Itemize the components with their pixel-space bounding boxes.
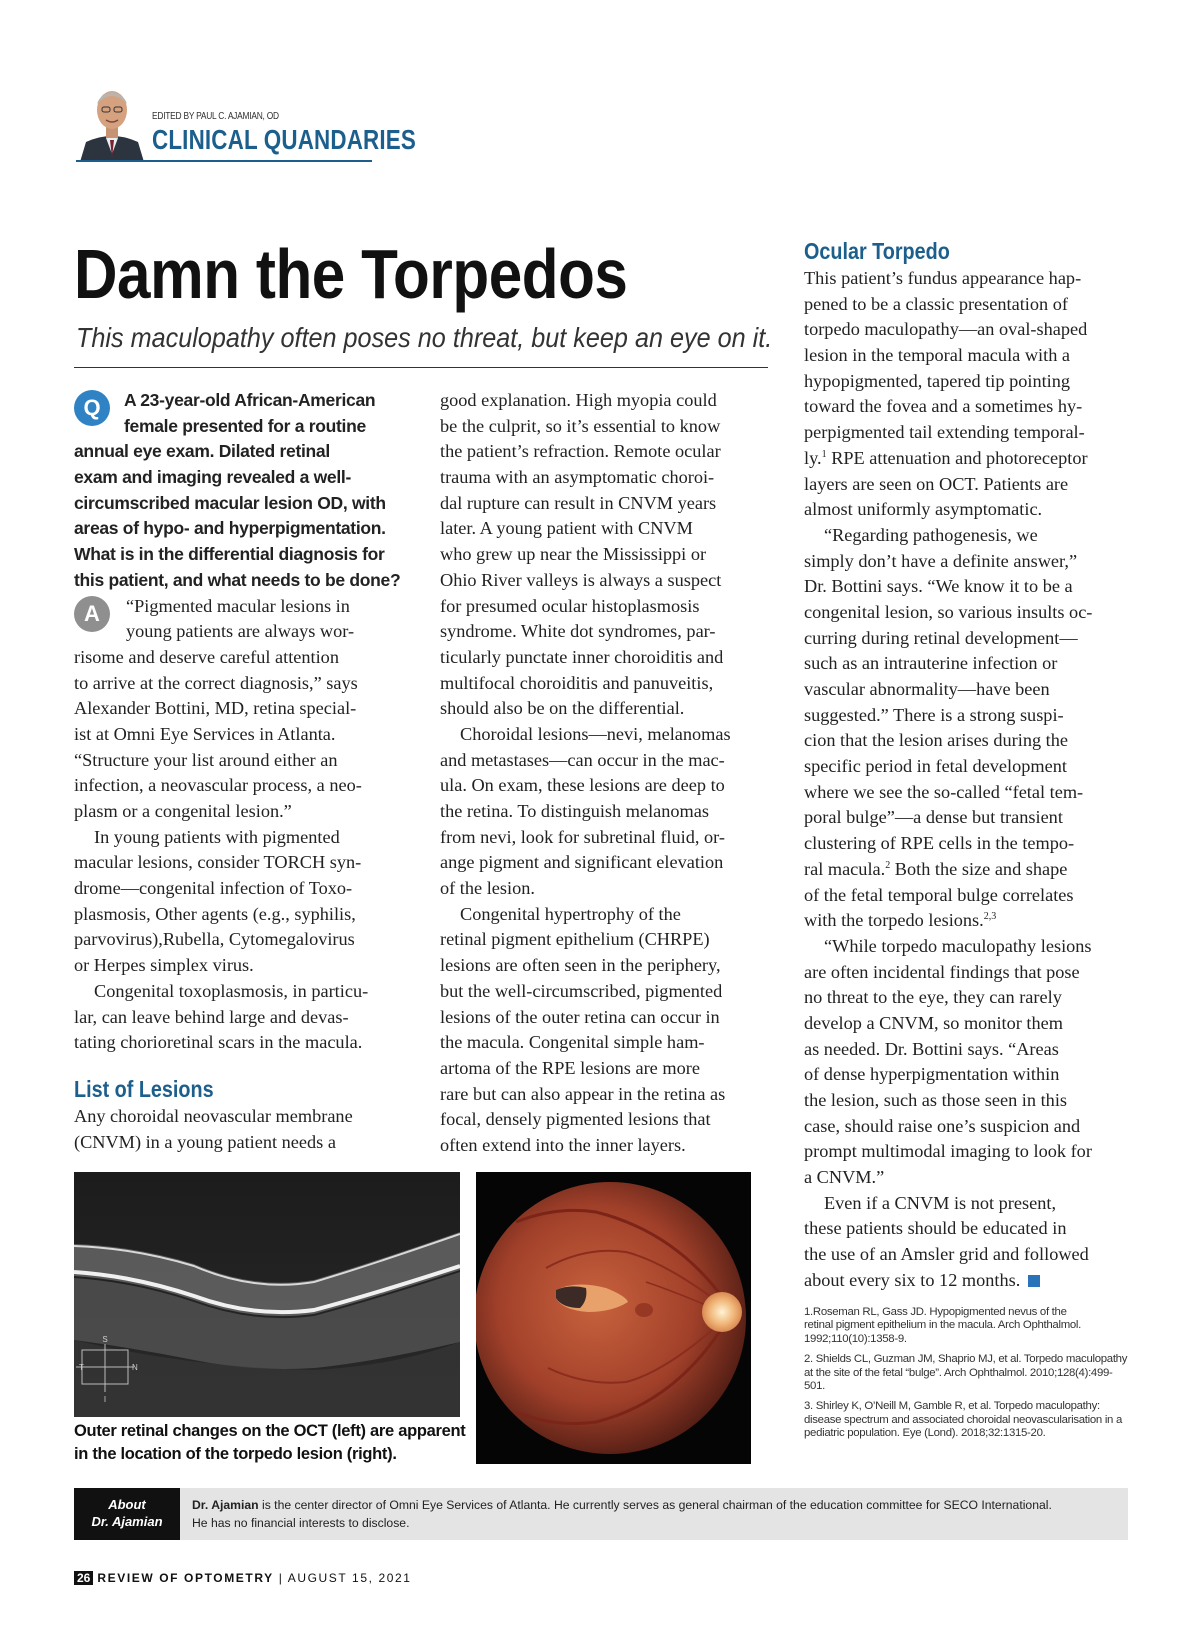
amsler-paragraph: Even if a CNVM is not present, these patients should be educated in the use of an Amsler grid and followed about every six to 12 months. [804, 1192, 1089, 1290]
answer-paragraph: “Pigmented macular lesions in young patients are always wor- risome and deserve careful attention to arrive at the correct diagnosis,” says Alexander Bottini, MD, retina special- ist at Omni Eye Services in Atlanta. “Structure your list around either an infection, a neovascular process, a neo- plasm or a congenital lesion.” [74, 595, 362, 821]
about-label: About Dr. Ajamian [74, 1488, 180, 1540]
page-footer: 26 REVIEW OF OPTOMETRY | AUGUST 15, 2021 [74, 1571, 412, 1585]
header-divider [76, 160, 372, 162]
page-number: 26 [74, 1571, 93, 1585]
references-list [804, 1306, 1134, 1448]
oct-label-nasal: N [132, 1363, 138, 1372]
reference-item: 1.Roseman RL, Gass JD. Hypopigmented nevus of the retinal pigment epithelium in the macula. Arch Ophthalmol. 1992;110(10):1358-9. [804, 1306, 1082, 1345]
column-1 [74, 388, 404, 1155]
figure-caption: Outer retinal changes on the OCT (left) are apparent in the location of the torpedo lesion (right). [74, 1422, 466, 1463]
question-badge: Q [74, 390, 110, 426]
column-header [76, 80, 416, 162]
question-text: A 23-year-old African-American female presented for a routine annual eye exam. Dilated retinal exam and imaging revealed a well- circumscribed macular lesion OD, with areas of hypo- and hyperpigmentation. What is in the differential diagnosis for this patient, and what needs to be done? [74, 390, 401, 590]
answer-badge: A [74, 596, 110, 632]
article-end-mark [1028, 1275, 1040, 1287]
about-author-box [74, 1488, 1128, 1540]
edited-by-credit: EDITED BY PAUL C. AJAMIAN, OD [152, 110, 279, 122]
oct-label-inferior: I [103, 1395, 107, 1404]
toxoplasmosis-paragraph: Congenital toxoplasmosis, in particu- lar, can leave behind large and devas- tating chorioretinal scars in the macula. [74, 980, 369, 1053]
fundus-photo-image [476, 1172, 751, 1464]
issue-date: AUGUST 15, 2021 [287, 1571, 412, 1585]
citation-2: 2 [885, 859, 891, 871]
choroidal-lesions-paragraph: Choroidal lesions—nevi, melanomas and metastases—can occur in the mac- ula. On exam, these lesions are deep to the retina. To distinguish melanomas from nevi, look for subretinal fluid, or- ange pigment and significant elevation of the lesion. [440, 723, 731, 899]
column-2 [440, 388, 762, 1159]
oct-scan-image [74, 1172, 460, 1417]
cnvm-risk-paragraph: “While torpedo maculopathy lesions are often incidental findings that pose no threat to the eye, they can rarely develop a CNVM, so monitor them as needed. Dr. Bottini says. “Areas of dense hyperpigmentation within the lesion, such as those seen in this case, should raise one’s suspicion and prompt multimodal imaging to look for a CNVM.” [804, 935, 1092, 1188]
column-name: CLINICAL QUANDARIES [152, 124, 416, 155]
oct-label-superior: S [102, 1335, 108, 1344]
torch-paragraph: In young patients with pigmented macular lesions, consider TORCH syn- drome—congenital infection of Toxo- plasmosis, Other agents (e.g., syphilis, parvovirus),Rubella, Cytomegalovirus or Herpes simplex virus. [74, 826, 362, 976]
cnvm-continued-paragraph: good explanation. High myopia could be the culprit, so it’s essential to know the patient’s refraction. Remote ocular trauma with an asymptomatic choroi- dal rupture can result in CNVM years later. A young patient with CNVM who grew up near the Mississippi or Ohio River valleys is always a suspect for presumed ocular histoplasmosis syndrome. White dot syndromes, par- ticularly punctate inner choroiditis and multifocal choroiditis and panuveitis, should also be on the differential. [440, 390, 724, 719]
reference-item: 2. Shields CL, Guzman JM, Shaprio MJ, et al. Torpedo maculopathy at the site of the fetal “bulge”. Arch Ophthalmol. 2010;128(4):499- 501. [804, 1353, 1128, 1392]
about-text: Dr. Ajamian is the center director of Omni Eye Services of Atlanta. He currently serves as general chairman of the education committee for SECO International. He has no financial interests to disclose. [192, 1498, 1052, 1530]
reference-item: 3. Shirley K, O’Neill M, Gamble R, et al. Torpedo maculopathy: disease spectrum and associated choroidal neovascularisation in a pediatric population. Eye (Lond). 2018;32:1315-20. [804, 1400, 1122, 1440]
cnvm-paragraph: Any choroidal neovascular membrane (CNVM) in a young patient needs a [74, 1105, 353, 1152]
citation-2-3: 2,3 [983, 911, 997, 923]
pathogenesis-paragraph: “Regarding pathogenesis, we simply don’t have a definite answer,” Dr. Bottini says. “We know it to be a congenital lesion, so various insults oc- curring during retinal development— such as an intrauterine infection or vascular abnormality—have been suggested.” There is a strong suspi- cion that the lesion arises during the specific period in fetal development where we see the so-called “fetal tem- poral bulge”—a dense but transient clustering of RPE cells in the tempo- ral macula.$^2$ Both the size and shape of the fetal temporal bulge correlates with the torpedo lesions.$^{2,3}$ [804, 524, 1093, 931]
article-title: Damn the Torpedos [74, 235, 628, 313]
oct-label-temporal: T [79, 1363, 84, 1372]
editor-portrait [76, 80, 148, 162]
title-divider [74, 367, 768, 368]
citation-1: 1 [821, 448, 827, 460]
chrpe-paragraph: Congenital hypertrophy of the retinal pigment epithelium (CHRPE) lesions are often seen in the periphery, but the well-circumscribed, pigmented lesions of the outer retina can occur in the macula. Congenital simple ham- artoma of the RPE lesions are more rare but can also appear in the retina as focal, densely pigmented lesions that often extend into the inner layers. [440, 903, 726, 1155]
section-heading-list-of-lesions: List of Lesions [74, 1075, 214, 1102]
article-subtitle: This maculopathy often poses no threat, but keep an eye on it. [76, 322, 773, 353]
section-heading-ocular-torpedo: Ocular Torpedo [804, 238, 950, 264]
torpedo-description-paragraph: This patient’s fundus appearance hap- pened to be a classic presentation of torpedo maculopathy—an oval-shaped lesion in the temporal macula with a hypopigmented, tapered tip pointing toward the fovea and a sometimes hy- perpigmented tail extending temporal- ly.$^1$ RPE attenuation and photoreceptor layers are seen on OCT. Patients are almost uniformly asymptomatic. [804, 268, 1088, 520]
column-3 [804, 236, 1134, 1294]
publication-name: REVIEW OF OPTOMETRY [97, 1571, 274, 1585]
